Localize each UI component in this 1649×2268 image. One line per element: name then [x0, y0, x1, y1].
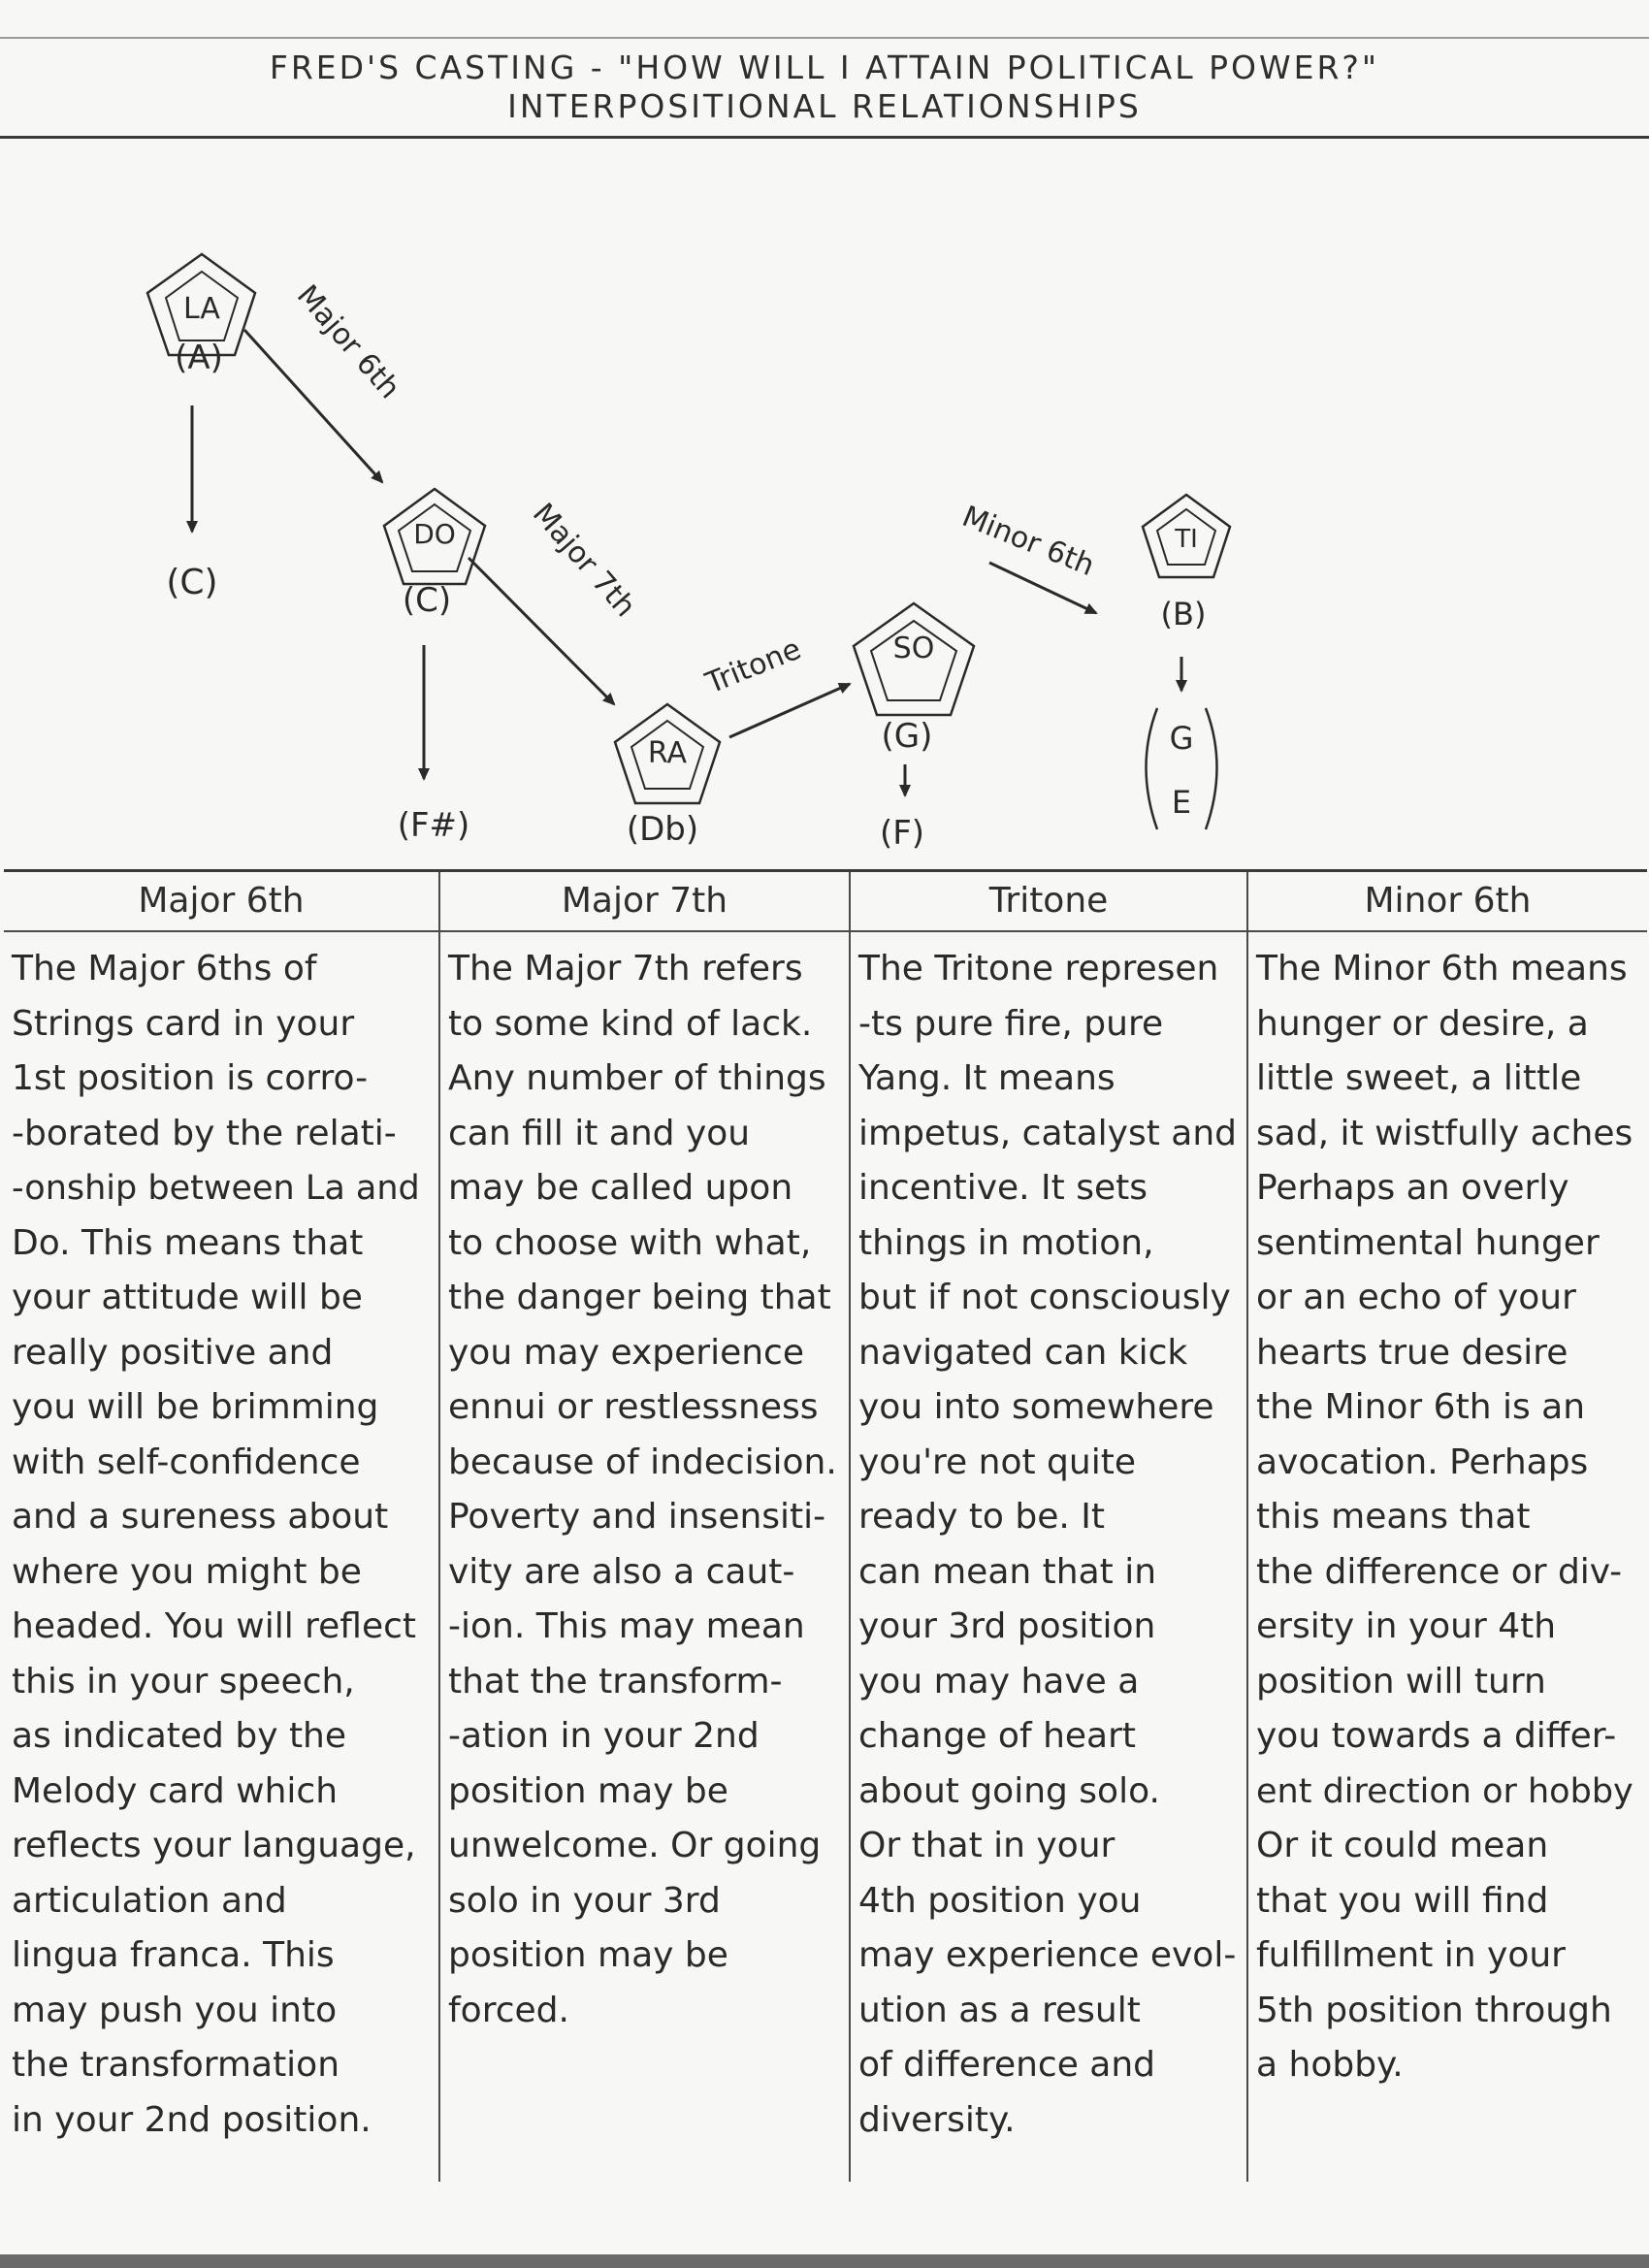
text-line: unwelcome. Or going — [448, 1826, 822, 1865]
text-line: about going solo. — [858, 1770, 1160, 1811]
text-line: can mean that in — [858, 1551, 1157, 1592]
column-text — [1248, 932, 1647, 2093]
text-line: where you might be — [12, 1551, 362, 1592]
text-line: things in motion, — [858, 1222, 1154, 1263]
node-so — [854, 603, 974, 756]
text-line: ution as a result — [858, 1990, 1141, 2030]
node-ti-result-bottom: E — [1171, 784, 1192, 821]
node-ra-syllable: RA — [647, 736, 688, 770]
text-line: and a sureness about — [12, 1497, 389, 1537]
node-la — [147, 254, 255, 377]
column-heading: Major 6th — [4, 872, 438, 932]
text-line: -ation in your 2nd — [448, 1716, 760, 1756]
edge-ra-so — [729, 684, 850, 737]
text-line: navigated can kick — [858, 1332, 1188, 1373]
text-line: reflects your language, — [12, 1826, 416, 1865]
ti-result-paren-right — [1206, 708, 1217, 829]
text-line: that the transform- — [448, 1661, 783, 1701]
edge-label-minor-6th: Minor 6th — [957, 499, 1100, 584]
text-line: but if not consciously — [858, 1278, 1231, 1317]
edge-label-major-6th: Major 6th — [289, 278, 406, 405]
text-line: fulfillment in your — [1256, 1935, 1566, 1975]
text-line: Or that in your — [858, 1826, 1116, 1865]
text-line: sad, it wistfully aches — [1256, 1113, 1633, 1153]
column-minor-6th — [1248, 872, 1647, 2182]
text-line: a hobby. — [1256, 2045, 1404, 2085]
text-line: you may experience — [448, 1332, 804, 1373]
text-line: the difference or div- — [1256, 1551, 1623, 1592]
node-ti — [1143, 495, 1230, 632]
text-line: solo in your 3rd — [448, 1880, 721, 1921]
text-line: position will turn — [1256, 1661, 1546, 1701]
text-line: the Minor 6th is an — [1256, 1387, 1586, 1427]
node-do — [384, 489, 485, 620]
node-la-result: (C) — [166, 563, 218, 602]
column-major-6th — [4, 872, 440, 2182]
text-line: position may be — [448, 1935, 728, 1975]
column-text — [440, 932, 849, 2038]
node-so-result: (F) — [879, 814, 925, 853]
text-line: or an echo of your — [1256, 1278, 1576, 1317]
text-line: The Major 7th refers — [448, 949, 803, 988]
text-line: ent direction or hobby — [1256, 1771, 1633, 1811]
column-major-7th — [440, 872, 851, 2182]
scan-edge — [0, 2254, 1649, 2268]
text-line: diversity. — [858, 2099, 1016, 2140]
text-line: may push you into — [12, 1990, 338, 2030]
node-la-note: (A) — [175, 339, 223, 377]
node-ti-result-top: G — [1169, 720, 1194, 757]
text-line: 5th position through — [1256, 1990, 1612, 2030]
text-line: you will be brimming — [12, 1387, 379, 1427]
ti-result-paren-left — [1147, 708, 1158, 829]
node-ti-syllable: TI — [1175, 525, 1198, 554]
node-ra-note: (Db) — [626, 810, 699, 849]
text-line: the danger being that — [448, 1278, 831, 1317]
text-line: that you will find — [1256, 1880, 1549, 1921]
text-line: as indicated by the — [12, 1716, 347, 1756]
node-do-note: (C) — [402, 581, 452, 620]
node-do-result: (F#) — [397, 806, 470, 845]
text-line: forced. — [448, 1990, 569, 2030]
node-so-note: (G) — [881, 717, 933, 756]
text-line: you into somewhere — [858, 1387, 1214, 1427]
text-line: The Tritone represen — [858, 949, 1219, 988]
text-line: in your 2nd position. — [12, 2099, 372, 2140]
text-line: avocation. Perhaps — [1256, 1442, 1589, 1482]
node-ti-note: (B) — [1160, 596, 1207, 632]
text-line: change of heart — [858, 1716, 1137, 1756]
text-line: Poverty and insensiti- — [448, 1497, 826, 1537]
text-line: impetus, catalyst and — [858, 1113, 1238, 1153]
text-line: the transformation — [12, 2045, 340, 2085]
text-line: you may have a — [858, 1661, 1140, 1701]
text-line: really positive and — [12, 1332, 334, 1373]
column-tritone — [851, 872, 1248, 2182]
page-subtitle: INTERPOSITIONAL RELATIONSHIPS — [507, 87, 1142, 125]
text-line: Yang. It means — [858, 1058, 1116, 1098]
page-title: FRED'S CASTING - "HOW WILL I ATTAIN POLITICAL POWER?" — [269, 49, 1380, 86]
column-text — [851, 932, 1246, 2148]
text-line: to some kind of lack. — [448, 1003, 813, 1044]
text-line: hearts true desire — [1256, 1332, 1568, 1373]
text-line: Do. This means that — [12, 1222, 364, 1263]
text-line: may experience evol- — [858, 1935, 1237, 1975]
interval-diagram — [0, 0, 1649, 873]
text-line: Any number of things — [448, 1058, 826, 1098]
text-line: Perhaps an overly — [1256, 1168, 1569, 1208]
text-line: -onship between La and — [12, 1169, 420, 1208]
node-ra — [615, 704, 720, 849]
node-so-syllable: SO — [892, 632, 935, 665]
text-line: lingua franca. This — [12, 1935, 335, 1975]
text-line: articulation and — [12, 1880, 287, 1921]
column-heading: Major 7th — [440, 872, 849, 932]
text-line: of difference and — [858, 2045, 1156, 2085]
column-heading: Minor 6th — [1248, 872, 1647, 932]
text-line: this means that — [1256, 1497, 1531, 1537]
text-line: your attitude will be — [12, 1278, 363, 1317]
text-line: to choose with what, — [448, 1222, 812, 1263]
text-line: sentimental hunger — [1256, 1222, 1600, 1263]
text-line: hunger or desire, a — [1256, 1003, 1589, 1044]
text-line: your 3rd position — [858, 1606, 1156, 1646]
text-line: ersity in your 4th — [1256, 1606, 1557, 1646]
text-line: vity are also a caut- — [448, 1551, 795, 1592]
text-line: Melody card which — [12, 1770, 339, 1811]
column-heading: Tritone — [851, 872, 1246, 932]
column-text — [4, 932, 438, 2148]
text-line: The Minor 6th means — [1256, 949, 1628, 988]
text-line: 1st position is corro- — [12, 1058, 369, 1098]
text-line: ennui or restlessness — [448, 1387, 819, 1427]
text-line: 4th position you — [858, 1880, 1142, 1921]
text-line: because of indecision. — [448, 1442, 837, 1482]
text-line: ready to be. It — [858, 1497, 1106, 1537]
text-line: -ts pure fire, pure — [858, 1003, 1164, 1044]
text-line: you're not quite — [858, 1442, 1136, 1482]
text-line: you towards a differ- — [1256, 1716, 1617, 1756]
node-la-syllable: LA — [183, 292, 220, 326]
text-line: position may be — [448, 1770, 728, 1811]
text-line: little sweet, a little — [1256, 1058, 1582, 1098]
edge-label-tritone: Tritone — [700, 632, 806, 701]
text-line: this in your speech, — [12, 1661, 355, 1701]
text-line: The Major 6ths of — [12, 949, 317, 988]
text-line: -ion. This may mean — [448, 1606, 805, 1646]
text-line: incentive. It sets — [858, 1168, 1148, 1208]
edge-label-major-7th: Major 7th — [525, 497, 642, 624]
text-line: -borated by the relati- — [12, 1113, 397, 1153]
node-do-syllable: DO — [413, 518, 456, 550]
text-line: Or it could mean — [1256, 1826, 1549, 1865]
text-line: Strings card in your — [12, 1003, 355, 1044]
text-line: may be called upon — [448, 1168, 793, 1208]
interval-table — [4, 869, 1647, 2182]
text-line: with self-confidence — [12, 1442, 361, 1482]
text-line: headed. You will reflect — [12, 1606, 417, 1646]
text-line: can fill it and you — [448, 1113, 751, 1153]
